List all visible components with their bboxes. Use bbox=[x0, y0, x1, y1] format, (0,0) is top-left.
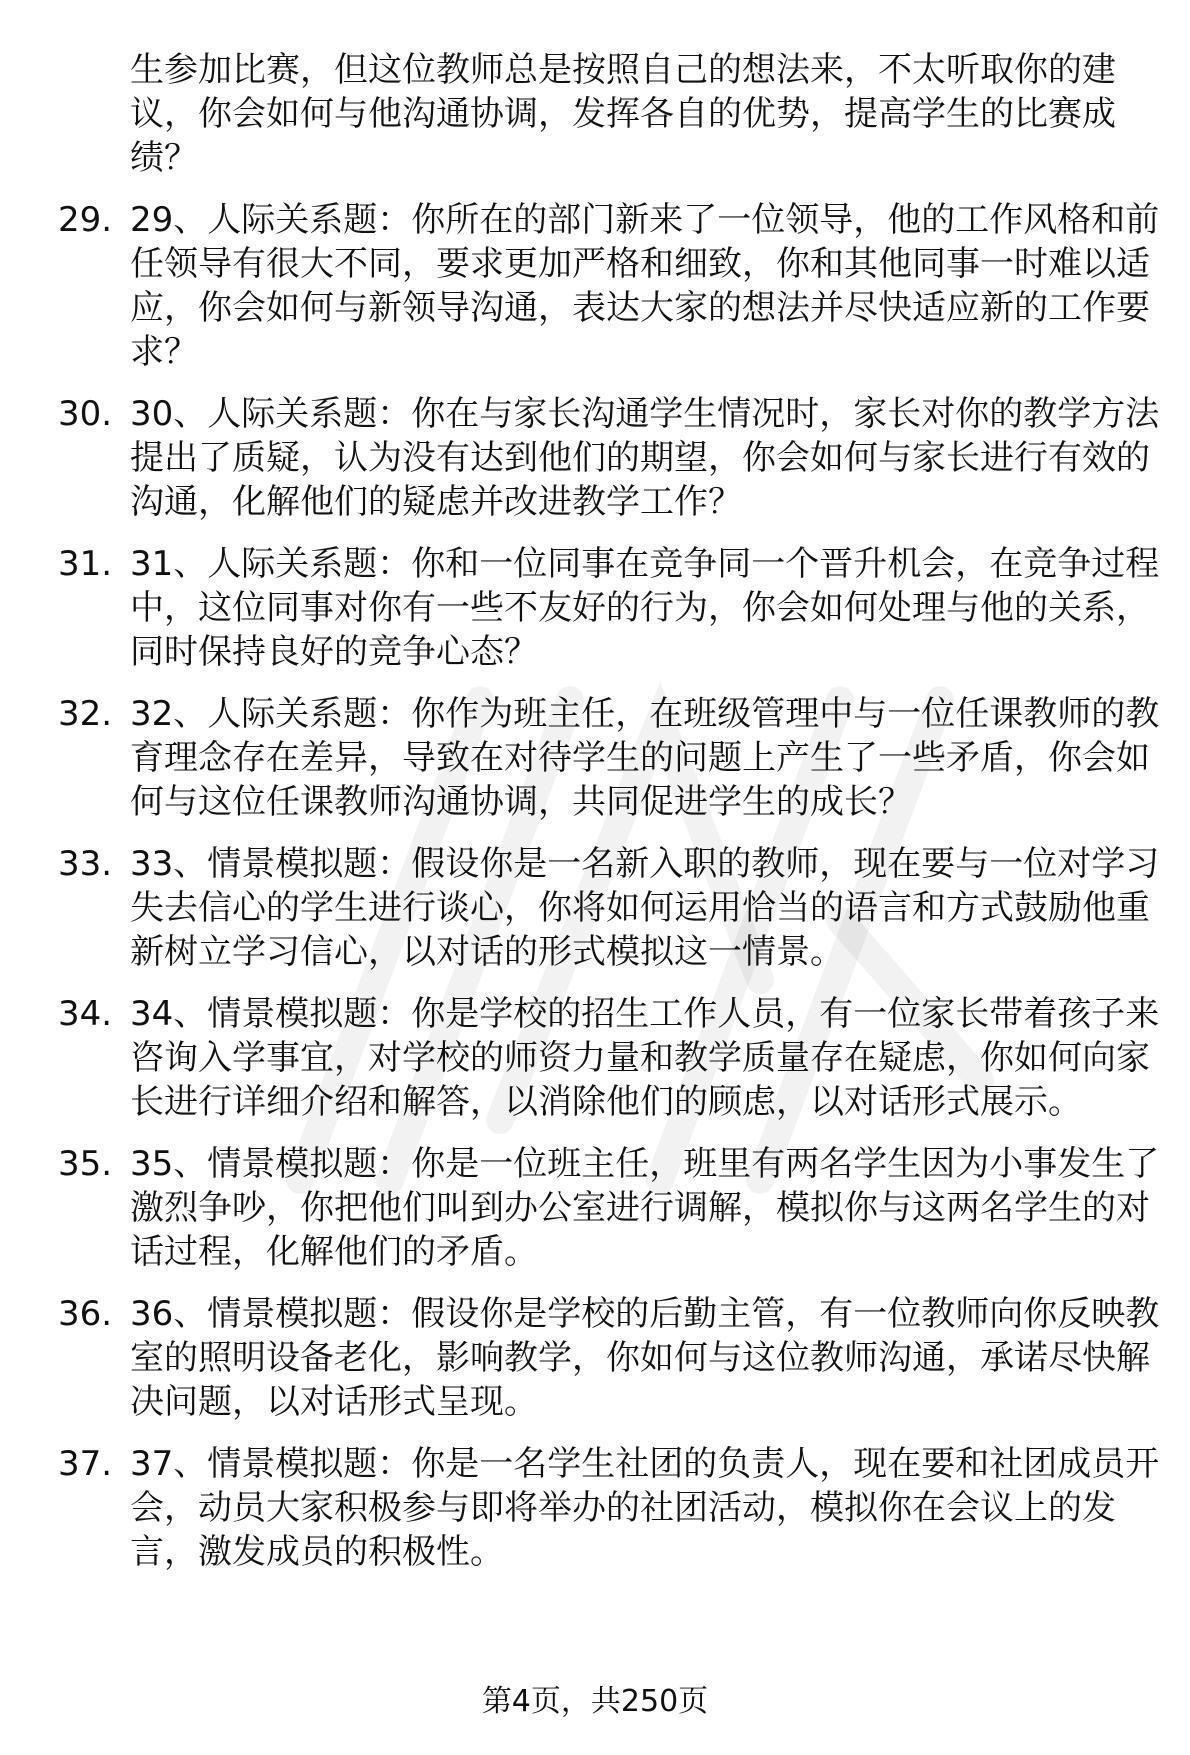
item-text: 31、人际关系题：你和一位同事在竞争同一个晋升机会，在竞争过程中，这位同事对你有一些不友好的行为，你会如何处理与他的关系，同时保持良好的竞争心态？ bbox=[130, 544, 1160, 672]
list-item bbox=[0, 692, 1160, 824]
list-item bbox=[0, 1142, 1160, 1274]
item-text: 36、情景模拟题：假设你是学校的后勤主管，有一位教师向你反映教室的照明设备老化，影响教学，你如何与这位教师沟通，承诺尽快解决问题，以对话形式呈现。 bbox=[130, 1294, 1160, 1422]
list-item bbox=[0, 198, 1160, 374]
item-number: 31. bbox=[58, 544, 113, 584]
item-text: 29、人际关系题：你所在的部门新来了一位领导，他的工作风格和前任领导有很大不同，要求更加严格和细致，你和其他同事一时难以适应，你会如何与新领导沟通，表达大家的想法并尽快适应新的工作要求？ bbox=[130, 200, 1160, 372]
item-text: 33、情景模拟题：假设你是一名新入职的教师，现在要与一位对学习失去信心的学生进行谈心，你将如何运用恰当的语言和方式鼓励他重新树立学习信心，以对话的形式模拟这一情景。 bbox=[130, 844, 1160, 972]
list-item bbox=[0, 1292, 1160, 1424]
item-text: 30、人际关系题：你在与家长沟通学生情况时，家长对你的教学方法提出了质疑，认为没有达到他们的期望，你会如何与家长进行有效的沟通，化解他们的疑虑并改进教学工作？ bbox=[130, 394, 1160, 522]
item-number: 37. bbox=[58, 1444, 113, 1484]
item-number: 29. bbox=[58, 200, 113, 240]
item-number: 34. bbox=[58, 994, 113, 1034]
item-number: 30. bbox=[58, 394, 113, 434]
item-text: 37、情景模拟题：你是一名学生社团的负责人，现在要和社团成员开会，动员大家积极参与即将举办的社团活动，模拟你在会议上的发言，激发成员的积极性。 bbox=[130, 1444, 1160, 1572]
item-text: 35、情景模拟题：你是一位班主任，班里有两名学生因为小事发生了激烈争吵，你把他们叫到办公室进行调解，模拟你与这两名学生的对话过程，化解他们的矛盾。 bbox=[130, 1144, 1160, 1272]
item-text: 34、情景模拟题：你是学校的招生工作人员，有一位家长带着孩子来咨询入学事宜，对学校的师资力量和教学质量存在疑虑，你如何向家长进行详细介绍和解答，以消除他们的顾虑，以对话形式展示。 bbox=[130, 994, 1160, 1122]
item-number: 36. bbox=[58, 1294, 113, 1334]
continued-question-text: 生参加比赛，但这位教师总是按照自己的想法来，不太听取你的建议，你会如何与他沟通协调，发挥各自的优势，提高学生的比赛成绩？ bbox=[130, 50, 1116, 178]
page-number: 第4页，共250页 bbox=[481, 1684, 709, 1719]
list-item bbox=[0, 392, 1160, 524]
item-number: 35. bbox=[58, 1144, 113, 1184]
question-list bbox=[0, 48, 1190, 1574]
list-item bbox=[0, 842, 1160, 974]
item-text: 32、人际关系题：你作为班主任，在班级管理中与一位任课教师的教育理念存在差异，导致在对待学生的问题上产生了一些矛盾，你会如何与这位任课教师沟通协调，共同促进学生的成长？ bbox=[130, 694, 1160, 822]
item-number: 32. bbox=[58, 694, 113, 734]
list-item bbox=[0, 992, 1160, 1124]
list-item bbox=[0, 1442, 1160, 1574]
list-item bbox=[0, 542, 1160, 674]
item-number: 33. bbox=[58, 844, 113, 884]
